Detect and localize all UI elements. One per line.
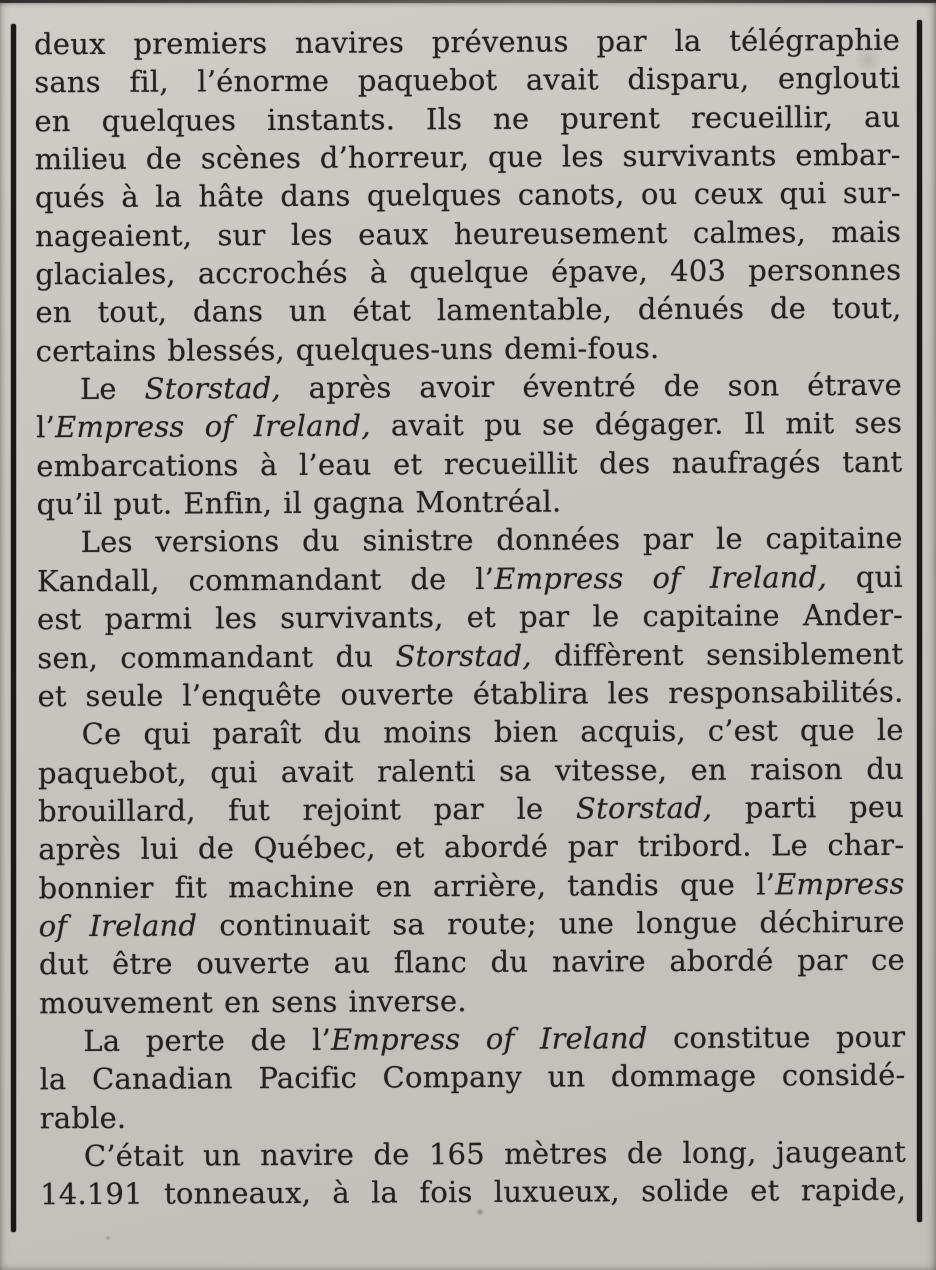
text-segment: est parmi les survivants, et par le capitaine Ander-: [37, 597, 904, 637]
text-line: [38, 749, 904, 792]
text-segment: parti peu: [712, 789, 905, 825]
text-line: [38, 864, 904, 907]
text-segment: C’était un navire de 165 mètres de long, jaugeant: [83, 1134, 907, 1173]
text-line: [40, 1171, 906, 1214]
text-line: [39, 903, 905, 946]
ship-name-italic: Storstad,: [575, 790, 713, 826]
text-segment: bonnier fit machine en arrière, tandis que l’: [38, 866, 776, 905]
text-segment: rable.: [39, 1100, 127, 1135]
text-line: [36, 366, 902, 409]
text-segment: sen, commandant du: [37, 638, 396, 675]
text-segment: mouvement en sens inverse.: [39, 983, 467, 1020]
column-rule-left: [11, 24, 16, 1232]
ship-name-italic: Storstad,: [144, 371, 281, 406]
text-segment: glaciales, accrochés à quelque épave, 403 personnes: [35, 252, 902, 292]
text-line: [35, 251, 901, 294]
text-line: [40, 1133, 906, 1176]
text-segment: continuait sa route; une longue déchirure: [197, 904, 905, 943]
text-segment: brouillard, fut rejoint par le: [38, 791, 577, 829]
text-segment: qui: [826, 559, 903, 594]
text-segment: après lui de Québec, et abordé par tribord. Le char-: [38, 827, 905, 867]
text-segment: la Canadian Pacific Company un dommage considé-: [39, 1057, 906, 1097]
text-segment: avait pu se dégager. Il mit ses: [370, 406, 903, 443]
text-line: [38, 826, 904, 869]
text-segment: embarcations à l’eau et recueillit des naufragés tant: [36, 444, 903, 484]
text-segment: Ce qui paraît du moins bien acquis, c’est que le: [81, 712, 904, 752]
text-segment: Kandall, commandant de l’: [36, 561, 495, 599]
text-segment: qués à la hâte dans quelques canots, ou ceux qui sur-: [34, 176, 901, 215]
text-line: [35, 136, 901, 179]
text-line: [34, 59, 900, 102]
text-segment: dut être ouverte au flanc du navire abordé par ce: [38, 942, 906, 982]
text-line: [37, 634, 903, 677]
text-segment: l’: [36, 410, 56, 445]
text-line: [37, 519, 903, 562]
text-line: [40, 1094, 906, 1137]
text-segment: nageaient, sur les eaux heureusement calmes, mais: [35, 214, 902, 253]
text-segment: 14.191 tonneaux, à la fois luxueux, solide et rapide,: [40, 1173, 907, 1212]
column-rule-right: [917, 20, 922, 1222]
text-segment: paquebot, qui avait ralenti sa vitesse, en raison du: [37, 751, 904, 790]
text-segment: Les versions du sinistre données par le capitaine: [80, 521, 903, 560]
text-line: [39, 941, 905, 984]
text-segment: La perte de l’: [83, 1022, 332, 1058]
text-segment: après avoir éventré de son étrave: [280, 367, 902, 406]
ship-name-italic: of Ireland: [38, 908, 198, 944]
text-line: [37, 673, 903, 716]
text-line: [36, 481, 902, 524]
text-line: [39, 979, 905, 1022]
text-segment: diffèrent sensiblement: [531, 636, 904, 673]
text-line: [34, 97, 900, 140]
text-segment: certains blessés, quelques-uns demi-fous.: [35, 330, 660, 369]
text-line: [37, 558, 903, 601]
text-segment: qu’il put. Enfin, il gagna Montréal.: [36, 484, 562, 522]
text-line: [39, 1056, 905, 1099]
ship-name-italic: Empress: [774, 866, 905, 901]
ship-name-italic: Empress of Ireland,: [54, 408, 371, 445]
text-line: [38, 788, 904, 831]
text-segment: Le: [79, 371, 145, 407]
text-line: [36, 327, 902, 370]
text-segment: deux premiers navires prévenus par la télégraphie: [34, 22, 901, 62]
text-segment: milieu de scènes d’horreur, que les survivants embar-: [34, 137, 901, 177]
ship-name-italic: Storstad,: [395, 638, 532, 673]
text-segment: et seule l’enquête ouverte établira les responsabilités.: [37, 674, 904, 714]
ship-name-italic: Empress of Ireland,: [494, 559, 828, 596]
text-line: [37, 596, 903, 639]
text-line: [38, 711, 904, 754]
text-line: [35, 289, 901, 332]
text-segment: constitue pour: [647, 1019, 906, 1056]
text-line: [36, 443, 902, 486]
text-segment: en tout, dans un état lamentable, dénués de tout,: [35, 291, 902, 330]
text-line: [36, 404, 902, 447]
page-text: [34, 21, 906, 1214]
text-segment: en quelques instants. Ils ne purent recueillir, au: [34, 99, 901, 138]
text-line: [35, 212, 901, 255]
text-line: [35, 174, 901, 217]
text-line: [34, 21, 900, 64]
text-segment: sans fil, l’énorme paquebot avait disparu, englouti: [34, 61, 901, 100]
scan-edge-top: [0, 0, 936, 3]
text-line: [39, 1018, 905, 1061]
ship-name-italic: Empress of Ireland: [330, 1021, 648, 1057]
